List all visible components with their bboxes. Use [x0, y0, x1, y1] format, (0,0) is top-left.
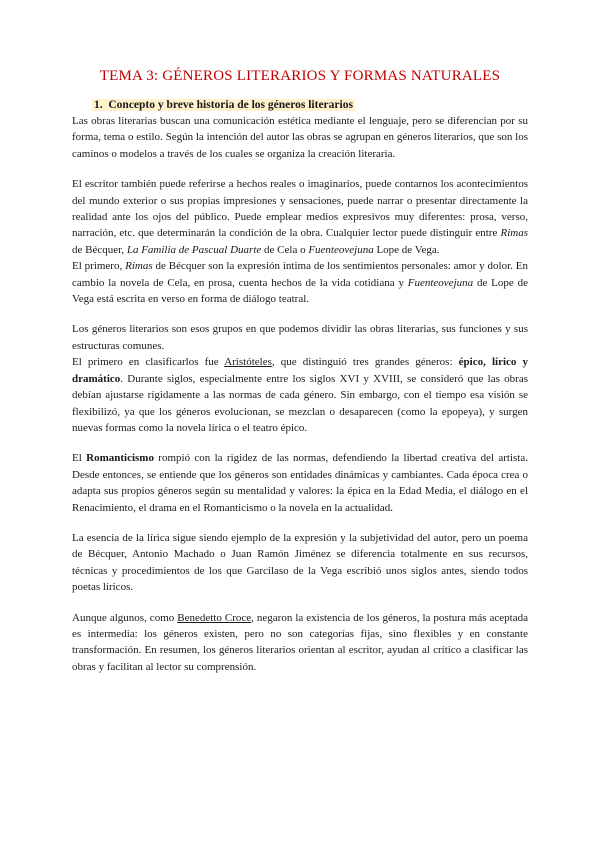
text-run: , que distinguió tres grandes géneros:	[271, 356, 459, 369]
paragraph-intro: Las obras literarias buscan una comunicación estética mediante el lenguaje, pero se diferencian por su forma, tema o estilo. Según la intención del autor las obras se agrupan en géneros literarios, que son los caminos o modelos a través de los cuales se organiza la creación literaria.	[72, 115, 528, 160]
paragraph-history	[72, 354, 528, 436]
work-title-rimas: Rimas	[125, 260, 153, 273]
paragraph-writer	[72, 176, 528, 258]
text-run: Aunque algunos, como	[72, 611, 178, 624]
section-title: Concepto y breve historia de los géneros literarios	[108, 99, 353, 111]
section-heading-highlight	[92, 99, 355, 111]
text-run: Lope de Vega.	[373, 243, 440, 256]
section-heading	[92, 99, 528, 111]
text-run: de Bécquer son la expresión íntima de los sentimientos personales: amor y dolor. En cambio la novela de Cela, en prosa, cuenta hechos de la vida cotidiana y	[72, 260, 528, 289]
text-run: El primero,	[72, 260, 126, 273]
romanticismo-term: Romanticismo	[86, 452, 154, 465]
work-title-familia: La Familia de Pascual Duarte	[126, 243, 262, 256]
work-title-fuenteovejuna: Fuenteovejuna	[407, 276, 474, 289]
text-run: rompió con la rigidez de las normas, defendiendo la libertad creativa del artista. Desde entonces, se entiende que los géneros son entidades dinámicas y cambiantes. Cada época crea o adapta sus propios géneros según su mentalidad y valores: la épica en la Edad Media, el diálogo en el Renacimiento, el drama en el Romanticismo o la novela en la actualidad.	[72, 452, 528, 514]
text-run: de Lope de Vega está escrita en verso en forma de diálogo teatral.	[72, 276, 528, 306]
aristoteles-link[interactable]: Aristóteles	[224, 356, 272, 369]
croce-link[interactable]: Benedetto Croce	[177, 611, 252, 624]
work-title-rimas: Rimas	[500, 227, 528, 240]
page-title: TEMA 3: GÉNEROS LITERARIOS Y FORMAS NATURALES	[99, 68, 501, 84]
text-run: , negaron la existencia de los géneros, la postura más aceptada es intermedia: los géneros existen, pero no son categorías fijas, sino flexibles y en constante transformación. En resumen, los géneros literarios orientan al escritor, ayudan al crítico a clasificar las obras y facilitan al lector su comprensión.	[72, 611, 528, 673]
paragraph-examples	[72, 258, 528, 307]
paragraph-romanticism	[72, 450, 528, 516]
work-title-fuenteovejuna: Fuenteovejuna	[308, 243, 374, 256]
paragraph-lyric: La esencia de la lírica sigue siendo ejemplo de la expresión y la subjetividad del autor, pero un poema de Bécquer, Antonio Machado o Juan Ramón Jiménez se diferencia totalmente en sus recursos, técnicas y procedimientos de los que Garcilaso de la Vega escribió unos siglos antes, siendo todos poetas líricos.	[72, 531, 528, 594]
text-run: El escritor también puede referirse a hechos reales o imaginarios, puede contarnos los acontecimientos del mundo exterior o sus propias impresiones y sensaciones, puede narrar o presentar directamente la realidad ante los ojos del público. Puede emplear medios expresivos muy diferentes: prosa, verso, narración, etc. que determinarán la condición de la obra. Cualquier lector puede distinguir entre	[72, 178, 528, 240]
section-number: 1.	[94, 99, 103, 111]
text-run: de Bécquer,	[72, 243, 127, 256]
text-run: El primero en clasificarlos fue	[72, 356, 225, 369]
paragraph-conclusion	[72, 610, 528, 676]
text-run: El	[72, 452, 87, 465]
text-run: de Cela o	[261, 243, 309, 256]
paragraph-definition: Los géneros literarios son esos grupos en que podemos dividir las obras literarias, sus funciones y sus estructuras comunes.	[72, 323, 528, 352]
three-genres: épico, lírico y dramático	[72, 356, 529, 385]
text-run: . Durante siglos, especialmente entre los siglos XVI y XVIII, se consideró que las obras debían ajustarse rígidamente a las normas de cada género. Sin embargo, con el tiempo esa visión se flexibilizó, ya que los géneros evolucionan, se mezclan o desaparecen (como la epopeya), y surgen nuevas formas como la novela lírica o el teatro épico.	[72, 372, 528, 434]
